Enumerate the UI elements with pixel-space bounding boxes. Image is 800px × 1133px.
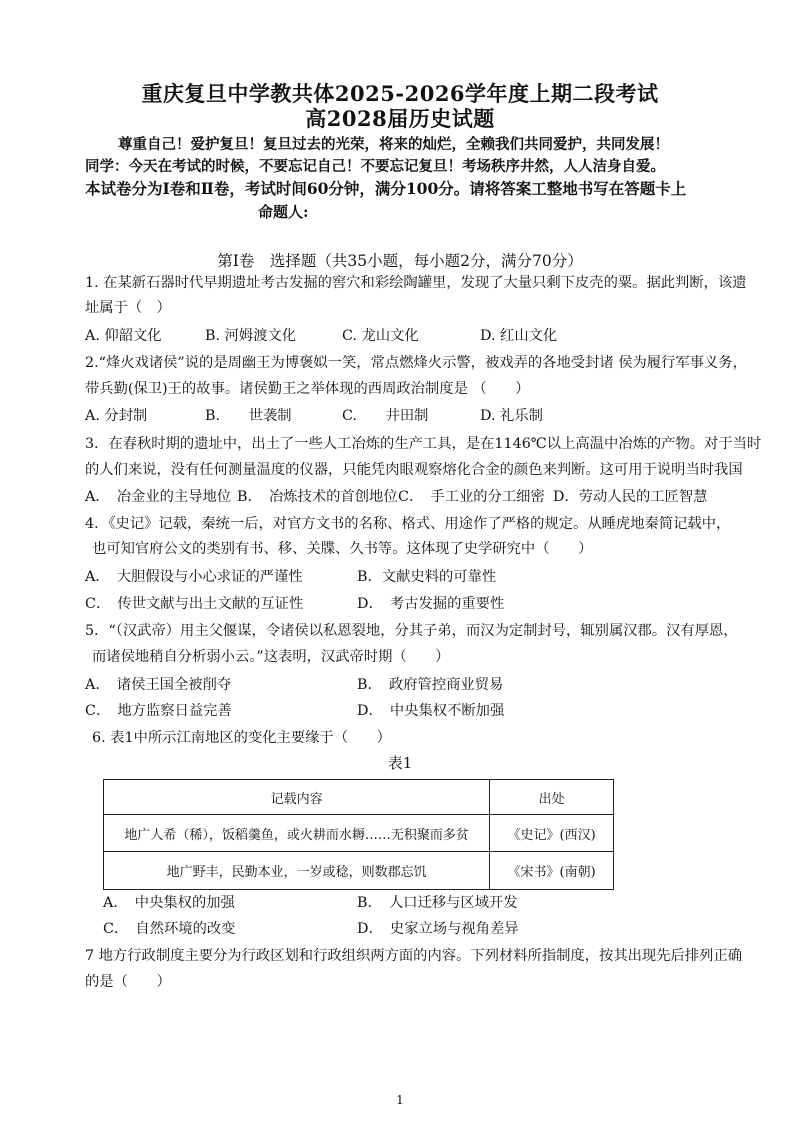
question-3-line-2: 的人们来说，没有任何测量温度的仪器，只能凭肉眼观察熔化合金的颜色来判断。这可用于说明当时我国 xyxy=(85,462,743,478)
table-cell-source: 《宋书》(南朝) xyxy=(490,852,614,890)
question-7-line-1: 7 地方行政制度主要分为行政区划和行政组织两方面的内容。下列材料所指制度，按其出现先后排列正确 xyxy=(85,948,742,964)
table-caption: 表1 xyxy=(387,754,413,772)
question-1-option-d: D. 红山文化 xyxy=(480,328,558,344)
question-1-option-a: A. 仰韶文化 xyxy=(85,328,162,344)
question-2-line-2: 带兵勤(保卫)王的故事。诸侯勤王之举体现的西周政治制度是 （ ） xyxy=(85,381,530,397)
question-setter: 命题人: xyxy=(258,203,309,221)
question-7-line-2: 的是（ ） xyxy=(85,974,171,990)
question-5-line-1: 5．“（汉武帝）用主父偃谋，令诸侯以私恩裂地，分其子弟，而汉为定制封号，辄别属汉郡。汉有厚恩， xyxy=(85,623,738,639)
question-6-option-d: D． 史家立场与视角差异 xyxy=(357,921,519,937)
question-4-option-b: B．文献史料的可靠性 xyxy=(357,569,497,585)
question-5-line-2: 而诸侯地稍自分析弱小云。”这表明，汉武帝时期（ ） xyxy=(92,649,450,665)
question-2-option-a: A. 分封制 xyxy=(85,408,148,424)
table-cell-source: 《史记》(西汉) xyxy=(490,815,614,852)
question-3-line-1: 3．在春秋时期的遗址中，出土了一些人工冶炼的生产工具，是在1146℃以上高温中冶炼的产物。对于当时 xyxy=(85,436,762,452)
question-6-option-c: C． 自然环境的改变 xyxy=(103,921,236,937)
table-cell-content: 地广野丰，民勤本业，一岁或稔，则数郡忘饥 xyxy=(104,852,490,890)
question-3-option-a: A． 冶金业的主导地位 xyxy=(85,489,232,505)
school-motto-line-1: 尊重自己！爱护复旦！复旦过去的光荣，将来的灿烂，全赖我们共同爱护，共同发展！ xyxy=(118,136,669,153)
question-4-option-c: C． 传世文献与出土文献的互证性 xyxy=(85,596,304,612)
table-header-row xyxy=(104,780,614,815)
question-2-line-1: 2.“烽火戏诸侯”说的是周幽王为博褒姒一笑，常点燃烽火示警，被戏弄的各地受封诸 侯为履行军事义务， xyxy=(85,355,747,371)
exam-instructions: 本试卷分为Ⅰ卷和Ⅱ卷，考试时间60分钟，满分100分。请将答案工整地书写在答题卡上 xyxy=(85,179,687,198)
question-5-option-c: C． 地方监察日益完善 xyxy=(85,703,232,719)
question-5-option-a: A． 诸侯王国全被削夺 xyxy=(85,677,232,693)
question-1-option-c: C. 龙山文化 xyxy=(342,328,419,344)
table-header-content: 记载内容 xyxy=(104,780,490,815)
question-1-line-2: 址属于（ ） xyxy=(85,300,171,316)
table-row xyxy=(104,815,614,852)
page-number: 1 xyxy=(396,1093,404,1107)
table-1 xyxy=(103,779,614,890)
question-4-line-2: 也可知官府公文的类别有书、移、关牒、久书等。这体现了史学研究中（ ） xyxy=(92,541,593,557)
question-2-option-b: B. 世袭制 xyxy=(205,408,292,424)
question-6-line-1: 6. 表1中所示江南地区的变化主要缘于（ ） xyxy=(92,730,391,746)
school-motto-line-2: 同学：今天在考试的时候，不要忘记自己！不要忘记复旦！考场秩序井然，人人洁身自爱。 xyxy=(85,158,665,175)
question-5-option-b: B． 政府管控商业贸易 xyxy=(357,677,504,693)
question-1-option-b: B. 河姆渡文化 xyxy=(205,328,297,344)
exam-subtitle: 高2028届历史试题 xyxy=(305,106,495,131)
question-5-option-d: D． 中央集权不断加强 xyxy=(357,703,505,719)
table-header-source: 出处 xyxy=(490,780,614,815)
section-title: 第Ⅰ卷 选择题（共35小题，每小题2分，满分70分） xyxy=(217,252,583,270)
table-cell-content: 地广人希（稀），饭稻羹鱼，或火耕而水耨……无积聚而多贫 xyxy=(104,815,490,852)
question-1-line-1: 1. 在某新石器时代早期遗址考古发掘的窖穴和彩绘陶罐里，发现了大量只剩下皮壳的粟。据此判断，该遗 xyxy=(85,275,747,291)
question-4-line-1: 4．《史记》记载，秦统一后，对官方文书的名称、格式、用途作了严格的规定。从睡虎地秦简记载中， xyxy=(85,516,731,532)
question-4-option-a: A． 大胆假设与小心求证的严谨性 xyxy=(85,569,303,585)
question-4-option-d: D． 考古发掘的重要性 xyxy=(357,596,505,612)
exam-title: 重庆复旦中学教共体2025-2026学年度上期二段考试 xyxy=(141,81,659,106)
question-6-option-a: A． 中央集权的加强 xyxy=(103,895,235,911)
question-2-option-d: D. 礼乐制 xyxy=(480,408,543,424)
question-3-option-b: B． 冶炼技术的首创地位 xyxy=(237,489,398,505)
question-3-option-c: C． 手工业的分工细密 xyxy=(398,489,545,505)
question-6-option-b: B． 人口迁移与区域开发 xyxy=(357,895,518,911)
table-row xyxy=(104,852,614,890)
question-3-option-d: D．劳动人民的工匠智慧 xyxy=(553,489,708,505)
question-2-option-c: C. 井田制 xyxy=(342,408,429,424)
